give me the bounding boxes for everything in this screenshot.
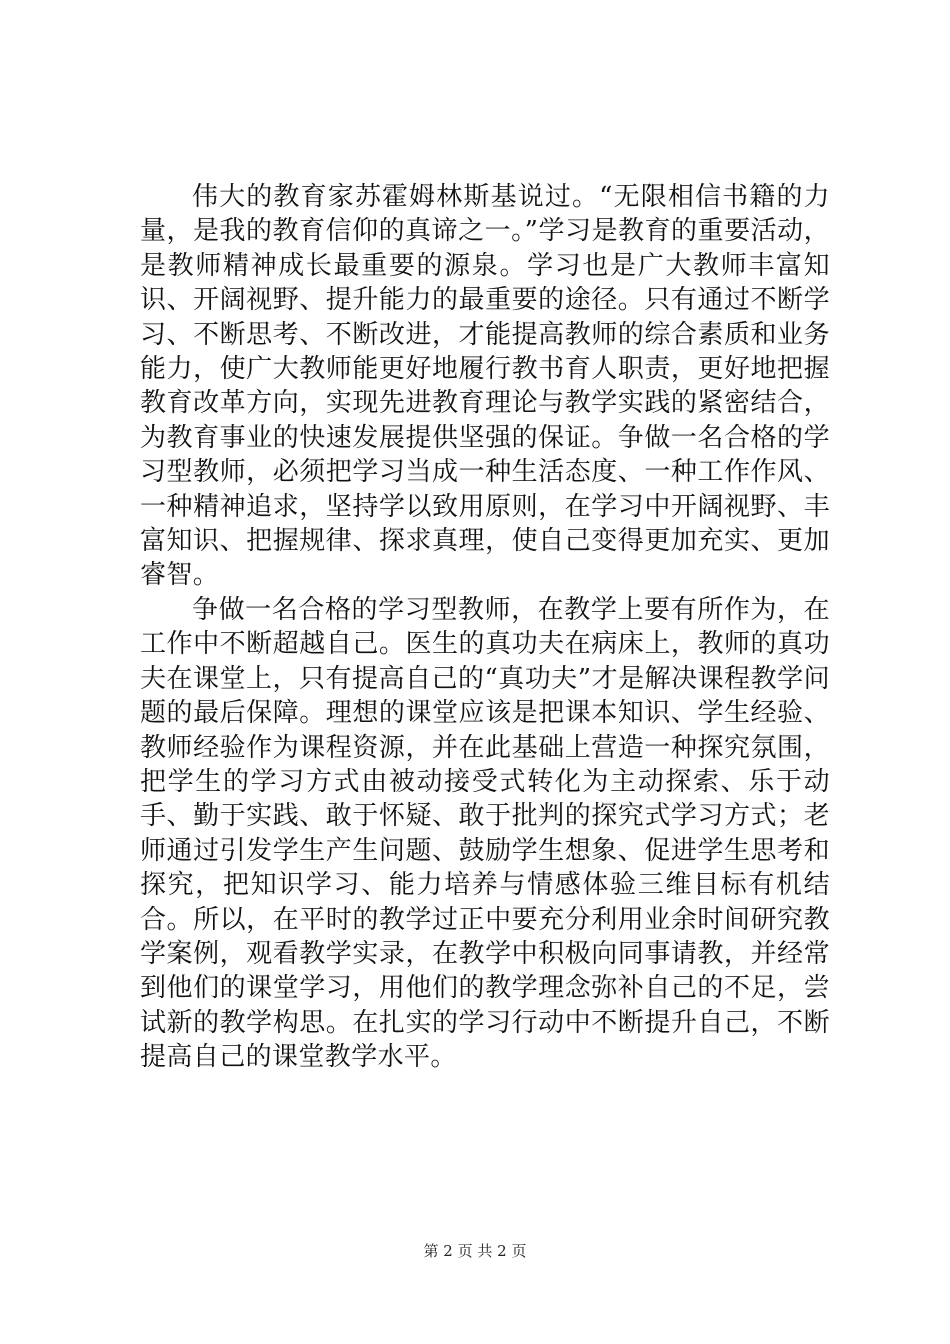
- paragraph-1: 伟大的教育家苏霍姆林斯基说过。“无限相信书籍的力量，是我的教育信仰的真谛之一。”学习是教育的重要活动，是教师精神成长最重要的源泉。学习也是广大教师丰富知识、开阔视野、提升能力的最重要的途径。只有通过不断学习、不断思考、不断改进，才能提高教师的综合素质和业务能力，使广大教师能更好地履行教书育人职责，更好地把握教育改革方向，实现先进教育理论与教学实践的紧密结合，为教育事业的快速发展提供坚强的保证。争做一名合格的学习型教师，必须把学习当成一种生活态度、一种工作作风、一种精神追求，坚持学以致用原则，在学习中开阔视野、丰富知识、把握规律、探求真理，使自己变得更加充实、更加睿智。: [140, 182, 830, 591]
- page-number-footer: 第 2 页 共 2 页: [423, 1242, 527, 1260]
- paragraph-2: 争做一名合格的学习型教师，在教学上要有所作为，在工作中不断超越自己。医生的真功夫在病床上，教师的真功夫在课堂上，只有提高自己的“真功夫”才是解决课程教学问题的最后保障。理想的课堂应该是把课本知识、学生经验、教师经验作为课程资源，并在此基础上营造一种探究氛围，把学生的学习方式由被动接受式转化为主动探索、乐于动手、勤于实践、敢于怀疑、敢于批判的探究式学习方式；老师通过引发学生产生问题、鼓励学生想象、促进学生思考和探究，把知识学习、能力培养与情感体验三维目标有机结合。所以，在平时的教学过正中要充分利用业余时间研究教学案例，观看教学实录，在教学中积极向同事请教，并经常到他们的课堂学习，用他们的教学理念弥补自己的不足，尝试新的教学构思。在扎实的学习行动中不断提升自己，不断提高自己的课堂教学水平。: [140, 594, 830, 1073]
- document-body: [140, 180, 830, 1075]
